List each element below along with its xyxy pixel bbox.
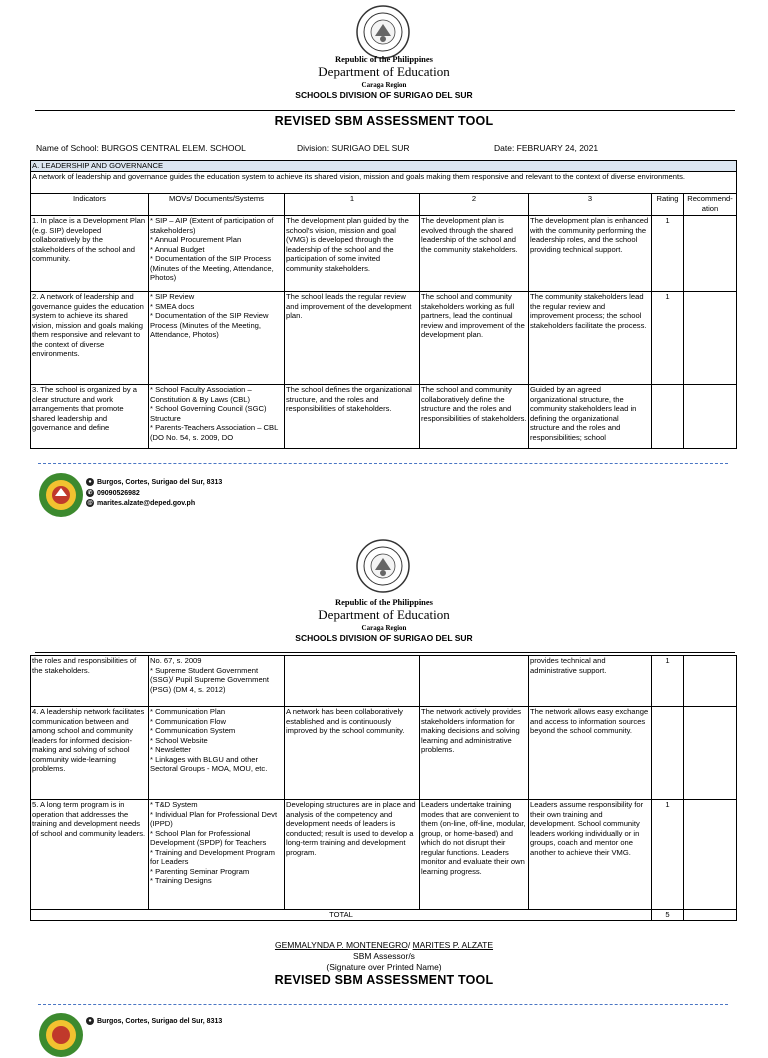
signature-block	[0, 940, 768, 973]
school-name: Name of School: BURGOS CENTRAL ELEM. SCHOOL	[36, 143, 246, 153]
total-value: 5	[652, 910, 684, 921]
location-icon: ●	[86, 478, 94, 486]
section-description: A network of leadership and governance guides the education system to achieve its shared vision, mission and goals making them responsive and relevant to the context of diverse environments.	[31, 172, 737, 194]
recommendation-cell	[684, 707, 737, 800]
recommendation-cell	[684, 385, 737, 449]
table-row	[31, 292, 737, 385]
recommendation-cell	[684, 656, 737, 707]
table-row	[31, 707, 737, 800]
table-row	[31, 800, 737, 910]
assessor-separator: /	[407, 940, 413, 950]
rating-cell	[652, 385, 684, 449]
footer-contact	[86, 478, 222, 510]
deped-seal-icon	[355, 4, 411, 60]
col-level-1: 1	[285, 194, 420, 216]
movs-cell-wrap	[149, 385, 285, 449]
col-level-2: 2	[420, 194, 529, 216]
recommendation-cell	[684, 800, 737, 910]
indicator-cell: 1. In place is a Development Plan (e.g. SIP) developed collaboratively by the stakeholders of the school and community.	[31, 216, 149, 292]
republic-label: Republic of the Philippines	[334, 597, 433, 607]
division-name: Division: SURIGAO DEL SUR	[297, 143, 410, 153]
footer-divider	[38, 1004, 728, 1005]
header-rule	[35, 110, 735, 111]
table-row	[31, 216, 737, 292]
level-1-cell: Developing structures are in place and analysis of the competency and development needs of leaders is conducted; result is used to develop a long-term training and development program.	[285, 800, 420, 910]
rating-cell: 1	[652, 800, 684, 910]
total-blank	[684, 910, 737, 921]
movs-cell: * SIP – AIP (Extent of participation of stakeholders) * Annual Procurement Plan * Annual Budget * Documentation of the SIP Process (Minutes of the Meeting, Attendance, Photos)	[149, 216, 285, 292]
assessment-date: Date: FEBRUARY 24, 2021	[494, 143, 599, 153]
header-rule	[35, 652, 735, 653]
region-label: Caraga Region	[361, 624, 407, 632]
indicator-cell: the roles and responsibilities of the stakeholders.	[31, 656, 149, 707]
recommendation-cell	[684, 216, 737, 292]
school-logo-icon	[38, 472, 84, 518]
rating-cell: 1	[652, 656, 684, 707]
level-3-cell: Leaders assume responsibility for their own training and development. School community leaders working individually or in groups, coach and mentor one another to achieve their VMG.	[529, 800, 652, 910]
level-1-cell: The school leads the regular review and improvement of the development plan.	[285, 292, 420, 385]
section-title: A. LEADERSHIP AND GOVERNANCE	[31, 161, 737, 172]
school-logo-icon	[38, 1012, 84, 1058]
department-label: Department of Education	[318, 64, 450, 79]
indicator-cell: 3. The school is organized by a clear structure and work arrangements that promote shared leadership and governance and define	[32, 385, 137, 432]
table-row	[31, 385, 737, 449]
level-2-cell: The school and community collaboratively define the structure and the roles and responsibilities of stakeholders.	[421, 385, 527, 423]
level-3-cell: The development plan is enhanced with the community performing the leadership roles, and the school providing technical support.	[529, 216, 652, 292]
total-label: TOTAL	[31, 910, 652, 921]
level-3-cell: Guided by an agreed organizational structure, the community stakeholders lead in defining the organizational structure and the roles and responsibilities; school	[530, 385, 637, 442]
level-2-cell: The school and community stakeholders working as full partners, lead the continual review and improvement of the development plan.	[420, 292, 529, 385]
col-indicators: Indicators	[31, 194, 149, 216]
level-2-cell-wrap	[420, 385, 529, 449]
republic-label: Republic of the Philippines	[334, 54, 433, 64]
assessment-table-p1	[30, 160, 737, 449]
footer-phone: 09090526982	[97, 489, 140, 497]
region-label: Caraga Region	[361, 81, 407, 89]
assessor-name-2: MARITES P. ALZATE	[412, 940, 494, 950]
level-2-cell: The development plan is evolved through the shared leadership of the school and the community stakeholders.	[420, 216, 529, 292]
table-row	[31, 656, 737, 707]
deped-seal-icon	[355, 538, 411, 594]
col-rating: Rating	[652, 194, 684, 216]
level-1-cell-wrap	[285, 385, 420, 449]
level-1-cell	[285, 656, 420, 707]
indicator-cell-wrap	[31, 385, 149, 449]
rating-cell: 1	[652, 292, 684, 385]
level-2-cell	[420, 656, 529, 707]
indicator-cell: 4. A leadership network facilitates communication between and among school and community leaders for informed decision- making and solving of school community wide-learning problems.	[31, 707, 149, 800]
level-1-cell: The school defines the organizational structure, and the roles and responsibilities of stakeholders.	[286, 385, 412, 413]
level-3-cell-wrap	[529, 385, 652, 449]
col-level-3: 3	[529, 194, 652, 216]
level-1-cell: A network has been collaboratively established and is continuously improved by the school community.	[285, 707, 420, 800]
assessment-table-p2	[30, 655, 737, 921]
rating-cell	[652, 707, 684, 800]
recommendation-cell	[684, 292, 737, 385]
footer-divider	[38, 463, 728, 464]
level-3-cell: provides technical and administrative support.	[529, 656, 652, 707]
level-2-cell: The network actively provides stakeholders information for making decisions and solving learning and administrative problems.	[420, 707, 529, 800]
signature-caption: (Signature over Printed Name)	[326, 962, 442, 972]
location-icon: ●	[86, 1017, 94, 1025]
assessor-role: SBM Assessor/s	[353, 951, 415, 961]
level-2-cell: Leaders undertake training modes that are convenient to them (on-line, off-line, modular, group, or home-based) and which do not disrupt their regular functions. Leaders monitor and evaluate their own learning progress.	[420, 800, 529, 910]
division-label: SCHOOLS DIVISION OF SURIGAO DEL SUR	[295, 90, 473, 100]
footer-email: marites.alzate@deped.gov.ph	[97, 500, 196, 507]
rating-cell: 1	[652, 216, 684, 292]
division-label: SCHOOLS DIVISION OF SURIGAO DEL SUR	[295, 633, 473, 643]
level-3-cell: The network allows easy exchange and access to information sources beyond the school community.	[529, 707, 652, 800]
movs-cell: * T&D System * Individual Plan for Professional Devt (IPPD) * School Plan for Professional Development (SPDP) for Teachers * Training and Development Program for Leaders * Parenting Seminar Program * Training Designs	[149, 800, 285, 910]
department-label: Department of Education	[318, 607, 450, 622]
level-3-cell: The community stakeholders lead the regular review and improvement process; the school stakeholders facilitate the process.	[529, 292, 652, 385]
movs-cell: * Communication Plan * Communication Flow * Communication System * School Website * Newsletter * Linkages with BLGU and other Sectoral Groups - MOA, MOU, etc.	[149, 707, 285, 800]
total-row	[31, 910, 737, 921]
assessor-name-1: GEMMALYNDA P. MONTENEGRO	[274, 940, 408, 950]
footer-address: Burgos, Cortes, Surigao del Sur, 8313	[97, 479, 223, 486]
level-1-cell: The development plan guided by the school's vision, mission and goal (VMG) is developed through the leadership of the school and the participation of some invited community stakeholders.	[285, 216, 420, 292]
col-movs: MOVs/ Documents/Systems	[149, 194, 285, 216]
footer-contact	[86, 1017, 222, 1028]
page-title: REVISED SBM ASSESSMENT TOOL	[274, 973, 494, 987]
page-title: REVISED SBM ASSESSMENT TOOL	[274, 114, 494, 128]
assessor-names	[0, 940, 768, 951]
phone-icon: ✆	[87, 489, 93, 496]
movs-cell: * School Faculty Association – Constitution & By Laws (CBL) * School Governing Council (SGC) Structure * Parents-Teachers Association – CBL (DO No. 54, s. 2009, DO	[150, 385, 279, 442]
indicator-cell: 5. A long term program is in operation that addresses the training and development needs of school and community leaders.	[31, 800, 149, 910]
indicator-cell: 2. A network of leadership and governance guides the education system to achieve its shared vision, mission and goals making them responsive and relevant to the context of diverse environments.	[31, 292, 149, 385]
col-recommendation: Recommend-ation	[684, 194, 737, 216]
movs-cell: No. 67, s. 2009 * Supreme Student Government (SSG)/ Pupil Supreme Government (PSG) (DM 4, s. 2012)	[149, 656, 285, 707]
email-icon: @	[87, 500, 93, 507]
footer-address: Burgos, Cortes, Surigao del Sur, 8313	[97, 1018, 223, 1025]
movs-cell: * SIP Review * SMEA docs * Documentation of the SIP Review Process (Minutes of the Meeting, Attendance, Photos)	[149, 292, 285, 385]
